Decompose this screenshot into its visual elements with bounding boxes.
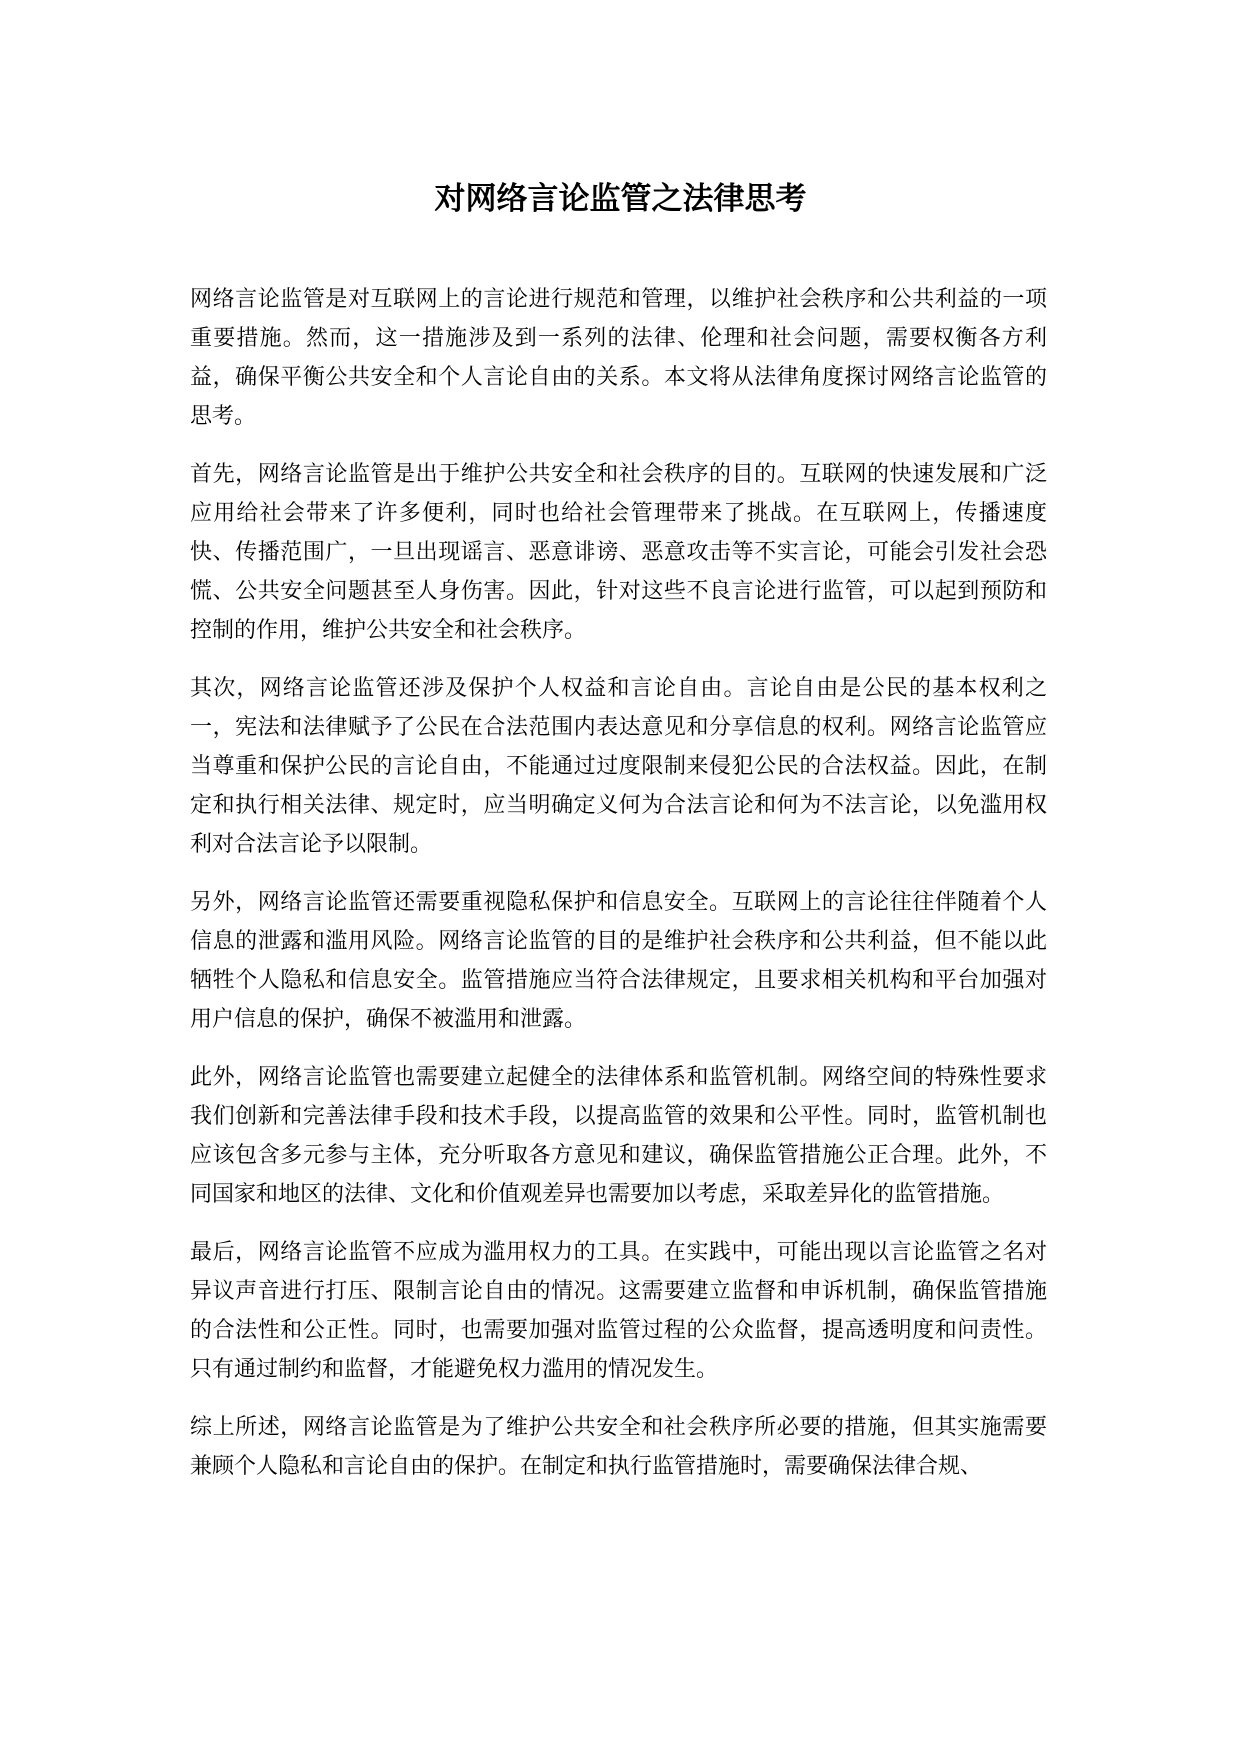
document-title: 对网络言论监管之法律思考 (434, 181, 807, 217)
paragraph-first: 首先，网络言论监管是出于维护公共安全和社会秩序的目的。互联网的快速发展和广泛应用给社会带来了许多便利，同时也给社会管理带来了挑战。在互联网上，传播速度快、传播范围广，一旦出现谣言、恶意诽谤、恶意攻击等不实言论，可能会引发社会恐慌、公共安全问题甚至人身伤害。因此，针对这些不良言论进行监管，可以起到预防和控制的作用，维护公共安全和社会秩序。 (190, 462, 1047, 643)
paragraph-fourth: 此外，网络言论监管也需要建立起健全的法律体系和监管机制。网络空间的特殊性要求我们创新和完善法律手段和技术手段，以提高监管的效果和公平性。同时，监管机制也应该包含多元参与主体，充分听取各方意见和建议，确保监管措施公正合理。此外，不同国家和地区的法律、文化和价值观差异也需要加以考虑，采取差异化的监管措施。 (190, 1065, 1047, 1207)
paragraph-second: 其次，网络言论监管还涉及保护个人权益和言论自由。言论自由是公民的基本权利之一，宪法和法律赋予了公民在合法范围内表达意见和分享信息的权利。网络言论监管应当尊重和保护公民的言论自由，不能通过过度限制来侵犯公民的合法权益。因此，在制定和执行相关法律、规定时，应当明确定义何为合法言论和何为不法言论，以免滥用权利对合法言论予以限制。 (190, 676, 1047, 857)
paragraph-conclusion: 综上所述，网络言论监管是为了维护公共安全和社会秩序所必要的措施，但其实施需要兼顾个人隐私和言论自由的保护。在制定和执行监管措施时，需要确保法律合规、 (190, 1415, 1047, 1479)
paragraph-third: 另外，网络言论监管还需要重视隐私保护和信息安全。互联网上的言论往往伴随着个人信息的泄露和滥用风险。网络言论监管的目的是维护社会秩序和公共利益，但不能以此牺牲个人隐私和信息安全。监管措施应当符合法律规定，且要求相关机构和平台加强对用户信息的保护，确保不被滥用和泄露。 (190, 890, 1047, 1032)
paragraph-fifth: 最后，网络言论监管不应成为滥用权力的工具。在实践中，可能出现以言论监管之名对异议声音进行打压、限制言论自由的情况。这需要建立监督和申诉机制，确保监管措施的合法性和公正性。同时，也需要加强对监管过程的公众监督，提高透明度和问责性。只有通过制约和监督，才能避免权力滥用的情况发生。 (190, 1240, 1047, 1382)
paragraph-intro: 网络言论监管是对互联网上的言论进行规范和管理，以维护社会秩序和公共利益的一项重要措施。然而，这一措施涉及到一系列的法律、伦理和社会问题，需要权衡各方利益，确保平衡公共安全和个人言论自由的关系。本文将从法律角度探讨网络言论监管的思考。 (190, 287, 1047, 429)
document-body (190, 280, 1047, 1505)
